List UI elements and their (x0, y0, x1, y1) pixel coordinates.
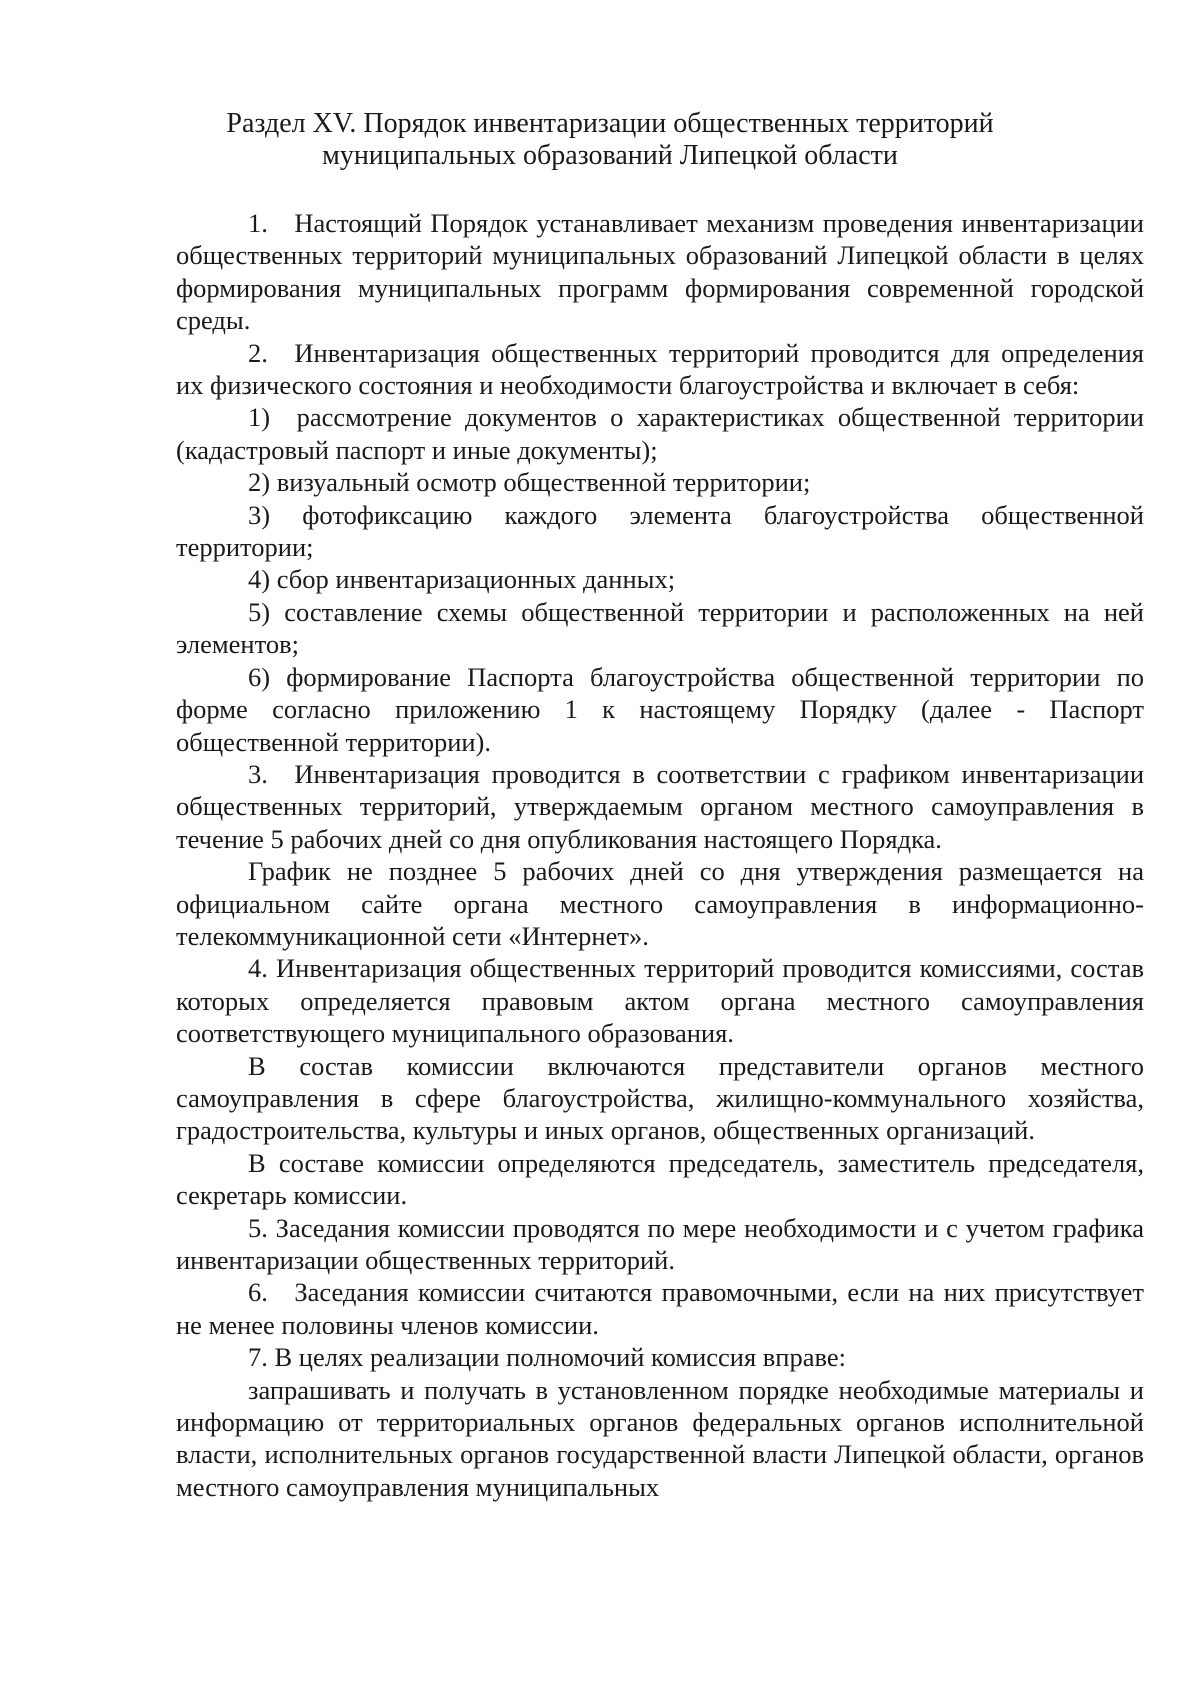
paragraph-5: 5. Заседания комиссии проводятся по мере необходимости и с учетом графика инвентаризации общественных территорий. (176, 1212, 1144, 1275)
paragraph-commission-members: В состав комиссии включаются представители органов местного самоуправления в сфере благоустройства, жилищно-коммунального хозяйства, градостроительства, культуры и иных органов, общественных организаций. (176, 1050, 1144, 1146)
paragraph-3: 3. Инвентаризация проводится в соответствии с графиком инвентаризации общественных территорий, утверждаемым органом местного самоуправления в течение 5 рабочих дней со дня опубликования настоящего Порядка. (176, 758, 1144, 854)
section-title-line-2: муниципальных образований Липецкой области (322, 140, 898, 171)
list-item-2: 2) визуальный осмотр общественной территории; (248, 467, 811, 498)
list-item-1: 1) рассмотрение документов о характеристиках общественной территории (кадастровый паспорт и иные документы); (176, 402, 1144, 465)
list-item-3: 3) фотофиксацию каждого элемента благоустройства общественной территории; (176, 499, 1144, 563)
section-title (160, 108, 1060, 172)
document-body (176, 207, 1144, 1503)
paragraph-schedule: График не позднее 5 рабочих дней со дня утверждения размещается на официальном сайте органа местного самоуправления в информационно-телекоммуникационной сети «Интернет». (176, 856, 1144, 951)
paragraph-7-rights: запрашивать и получать в установленном порядке необходимые материалы и информацию от территориальных органов федеральных органов исполнительной власти, исполнительных органов государственной власти Липецкой области, органов местного самоуправления муниципальных (176, 1374, 1144, 1502)
paragraph-4: 4. Инвентаризация общественных территорий проводится комиссиями, состав которых определяется правовым актом органа местного самоуправления соответствующего муниципального образования. (176, 953, 1144, 1049)
paragraph-6: 6. Заседания комиссии считаются правомочными, если на них присутствует не менее половины членов комиссии. (176, 1277, 1144, 1340)
paragraph-2: 2. Инвентаризация общественных территорий проводится для определения их физического состояния и необходимости благоустройства и включает в себя: (176, 337, 1144, 401)
paragraph-commission-roles: В составе комиссии определяются председатель, заместитель председателя, секретарь комиссии. (176, 1147, 1144, 1211)
paragraph-1: 1. Настоящий Порядок устанавливает механизм проведения инвентаризации общественных территорий муниципальных образований Липецкой области в целях формирования муниципальных программ формирования современной городской среды. (176, 208, 1144, 336)
list-item-4: 4) сбор инвентаризационных данных; (248, 564, 676, 595)
section-title-line-1: Раздел XV. Порядок инвентаризации общественных территорий (226, 108, 994, 139)
list-item-6: 6) формирование Паспорта благоустройства общественной территории по форме согласно приложению 1 к настоящему Порядку (далее - Паспорт общественной территории). (176, 661, 1144, 757)
list-item-5: 5) составление схемы общественной территории и расположенных на ней элементов; (176, 596, 1144, 660)
paragraph-7: 7. В целях реализации полномочий комиссия вправе: (248, 1342, 846, 1373)
